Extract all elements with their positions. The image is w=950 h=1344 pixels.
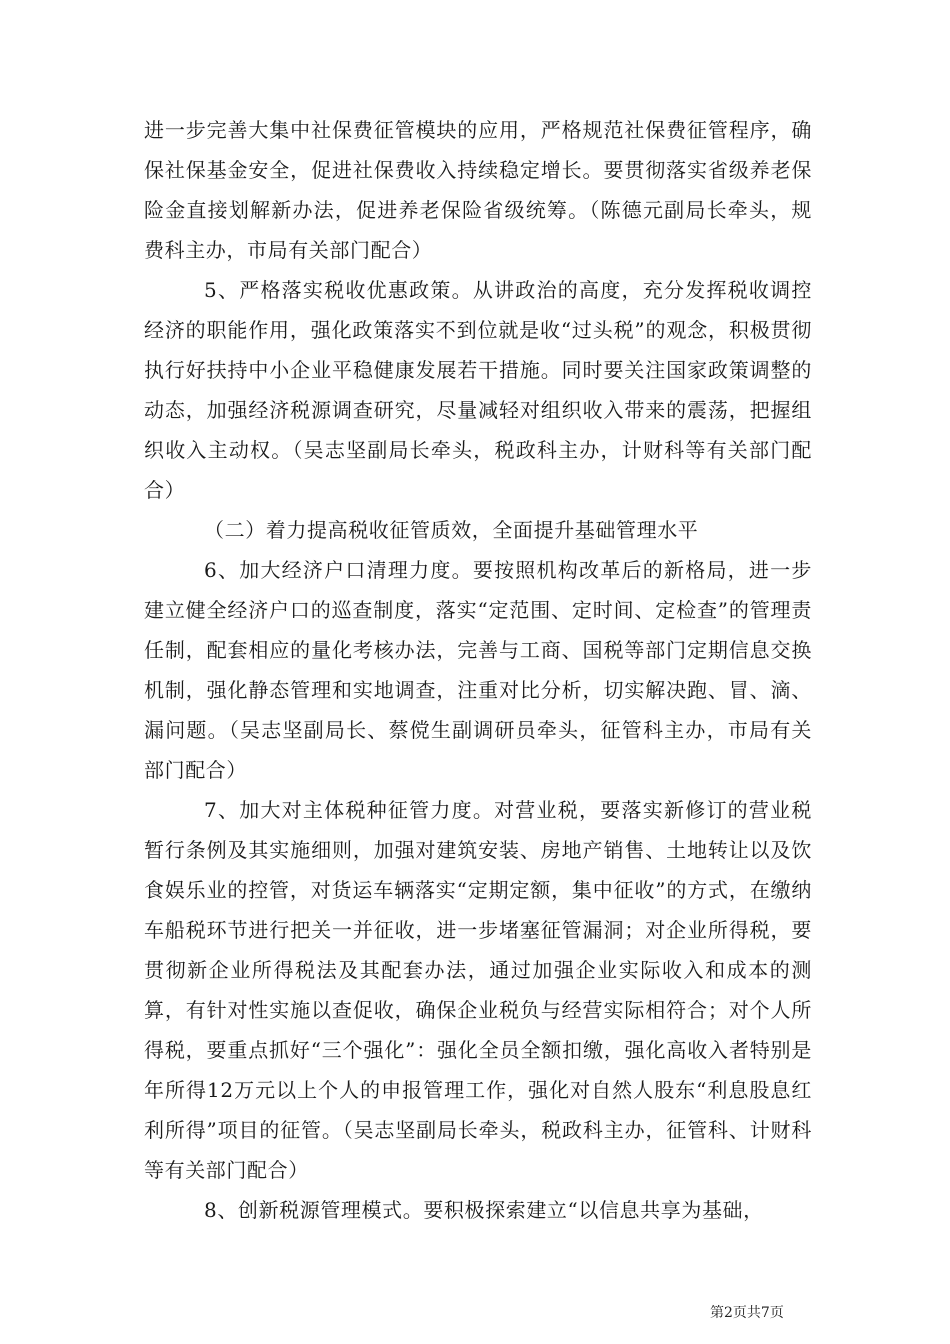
page-number-footer: 第2页共7页 bbox=[710, 1305, 784, 1321]
document-body bbox=[144, 110, 812, 1230]
section-heading: （二）着力提高税收征管质效，全面提升基础管理水平 bbox=[204, 518, 699, 542]
paragraph-continuation: 进一步完善大集中社保费征管模块的应用，严格规范社保费征管程序，确保社保基金安全，促进社保费收入持续稳定增长。要贯彻落实省级养老保险金直接划解新办法，促进养老保险省级统筹。（陈德元副局长牵头，规费科主办，市局有关部门配合） bbox=[144, 118, 812, 262]
paragraph-item-8: 8、创新税源管理模式。要积极探索建立“以信息共享为基础， bbox=[204, 1198, 764, 1222]
paragraph-item-6: 6、加大经济户口清理力度。要按照机构改革后的新格局，进一步建立健全经济户口的巡查制度，落实“定范围、定时间、定检查”的管理责任制，配套相应的量化考核办法，完善与工商、国税等部门定期信息交换机制，强化静态管理和实地调查，注重对比分析，切实解决跑、冒、滴、漏问题。（吴志坚副局长、蔡傥生副调研员牵头，征管科主办，市局有关部门配合） bbox=[144, 558, 812, 782]
paragraph-item-7: 7、加大对主体税种征管力度。对营业税，要落实新修订的营业税暂行条例及其实施细则，加强对建筑安装、房地产销售、土地转让以及饮食娱乐业的控管，对货运车辆落实“定期定额，集中征收”的方式，在缴纳车船税环节进行把关一并征收，进一步堵塞征管漏洞；对企业所得税，要贯彻新企业所得税法及其配套办法，通过加强企业实际收入和成本的测算，有针对性实施以查促收，确保企业税负与经营实际相符合；对个人所得税，要重点抓好“三个强化”：强化全员全额扣缴，强化高收入者特别是年所得12万元以上个人的申报管理工作，强化对自然人股东“利息股息红利所得”项目的征管。（吴志坚副局长牵头，税政科主办，征管科、计财科等有关部门配合） bbox=[144, 798, 812, 1182]
paragraph-item-5: 5、严格落实税收优惠政策。从讲政治的高度，充分发挥税收调控经济的职能作用，强化政策落实不到位就是收“过头税”的观念，积极贯彻执行好扶持中小企业平稳健康发展若干措施。同时要关注国家政策调整的动态，加强经济税源调查研究，尽量减轻对组织收入带来的震荡，把握组织收入主动权。（吴志坚副局长牵头，税政科主办，计财科等有关部门配合） bbox=[144, 278, 812, 502]
